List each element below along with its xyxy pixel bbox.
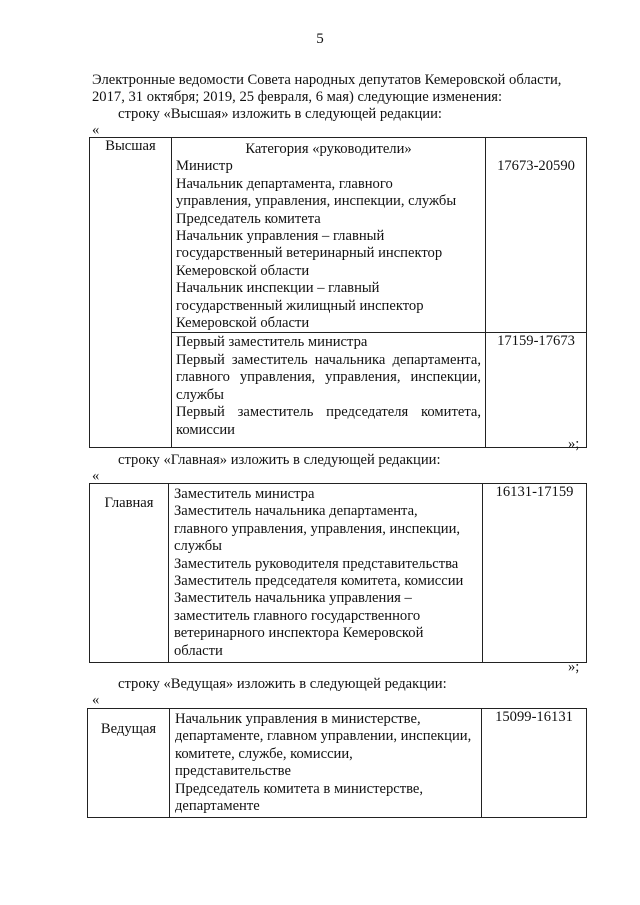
position-line: управления, управления, инспекции, службы — [176, 193, 457, 210]
position-list — [176, 334, 481, 438]
page-number: 5 — [316, 31, 324, 47]
table-glavnaya — [89, 483, 587, 663]
rank-cell: Главная — [90, 484, 169, 663]
position-line: главного управления, управления, инспекции, — [174, 520, 461, 537]
position-line: комитете, службе, комиссии, — [175, 745, 353, 762]
open-quote: « — [92, 692, 100, 708]
rank-cell: Высшая — [90, 138, 172, 448]
table-row — [90, 484, 587, 663]
position-line: области — [174, 642, 223, 659]
intro-line-2: 2017, 31 октября; 2019, 25 февраля, 6 мая) следующие изменения: — [92, 89, 503, 105]
table-row — [90, 138, 587, 333]
table-row — [88, 709, 587, 818]
salary-range: 17673-20590 — [486, 138, 587, 333]
position-list — [175, 711, 477, 815]
position-line: Первый заместитель начальника департамента, — [176, 351, 481, 368]
open-quote: « — [92, 468, 100, 484]
position-line: Заместитель председателя комитета, комиссии — [174, 573, 464, 590]
section-intro-vedushchaya: строку «Ведущая» изложить в следующей редакции: — [118, 676, 447, 692]
open-quote: « — [92, 122, 100, 138]
salary-range: 17159-17673 — [486, 333, 587, 447]
position-line: Первый заместитель председателя комитета, — [176, 404, 481, 421]
position-line: ветеринарного инспектора Кемеровской — [174, 625, 424, 642]
position-line: заместитель главного государственного — [174, 607, 421, 624]
position-list — [176, 158, 481, 332]
position-cell — [169, 484, 483, 663]
position-line: государственный ветеринарный инспектор — [176, 245, 443, 262]
position-line: главного управления, управления, инспекции, — [176, 369, 481, 386]
position-cell — [170, 709, 482, 818]
rank-cell: Ведущая — [88, 709, 170, 818]
position-line: Кемеровской области — [176, 262, 310, 279]
position-line: департаменте, главном управлении, инспекции, — [175, 728, 472, 745]
close-quote: »; — [568, 659, 580, 675]
table-vedushchaya — [87, 708, 587, 818]
position-line: Начальник инспекции – главный — [176, 280, 380, 297]
close-quote: »; — [568, 436, 580, 452]
position-line: Министр — [176, 158, 233, 175]
table-vysshaya — [89, 137, 587, 448]
position-line: Начальник управления – главный — [176, 228, 385, 245]
position-line: службы — [176, 386, 224, 403]
position-line: комиссии — [176, 421, 235, 438]
intro-line-1: Электронные ведомости Совета народных депутатов Кемеровской области, — [92, 72, 562, 88]
position-line: государственный жилищный инспектор — [176, 297, 424, 314]
section-intro-glavnaya: строку «Главная» изложить в следующей редакции: — [118, 452, 441, 468]
position-line: Председатель комитета — [176, 210, 321, 227]
position-line: Председатель комитета в министерстве, — [175, 780, 424, 797]
position-line: Кемеровской области — [176, 315, 310, 332]
section-intro-vysshaya: строку «Высшая» изложить в следующей редакции: — [118, 106, 442, 122]
position-line: Начальник департамента, главного — [176, 175, 393, 192]
position-line: Заместитель руководителя представительства — [174, 555, 459, 572]
position-line: Начальник управления в министерстве, — [175, 711, 421, 727]
position-line: Первый заместитель министра — [176, 334, 368, 351]
position-cell — [172, 333, 486, 447]
category-cell — [172, 138, 486, 333]
salary-range: 15099-16131 — [482, 709, 587, 818]
position-line: Заместитель министра — [174, 486, 315, 502]
position-line: Заместитель начальника управления – — [174, 590, 412, 607]
category-header: Категория «руководители» — [245, 141, 412, 157]
position-line: службы — [174, 538, 222, 555]
salary-range: 16131-17159 — [483, 484, 587, 663]
position-list — [174, 486, 478, 660]
position-line: представительстве — [175, 763, 291, 780]
position-line: департаменте — [175, 798, 260, 815]
position-line: Заместитель начальника департамента, — [174, 503, 418, 520]
